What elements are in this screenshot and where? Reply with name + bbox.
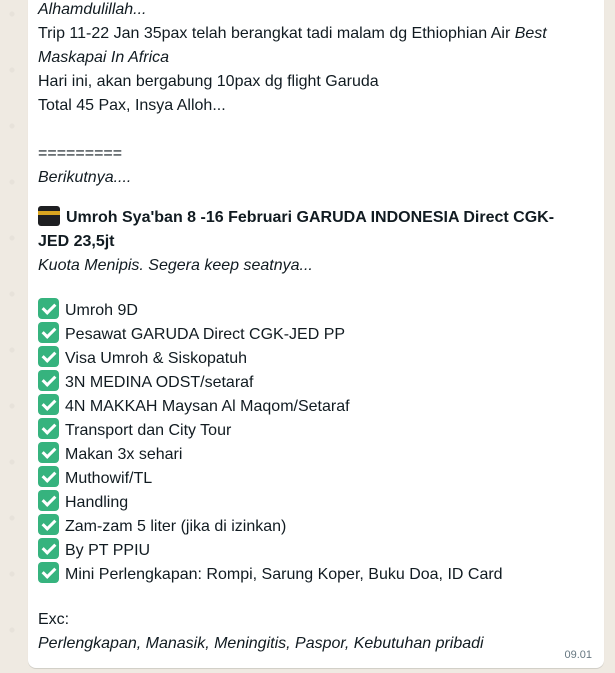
message-line-trip-cont: Maskapai In Africa [38, 49, 170, 66]
package-item-label: Zam-zam 5 liter (jika di izinkan) [65, 518, 287, 535]
package-title-cont: JED 23,5jt [38, 233, 115, 250]
package-title: Umroh Sya'ban 8 -16 Februari GARUDA INDONESIA Direct CGK- [66, 209, 555, 226]
package-item-label: Handling [65, 494, 129, 511]
check-mark-button-icon [38, 490, 59, 511]
package-item-label: Makan 3x sehari [65, 446, 183, 463]
package-item [38, 490, 594, 514]
check-mark-button-icon [38, 514, 59, 535]
check-mark-button-icon [38, 346, 59, 367]
check-mark-button-icon [38, 298, 59, 319]
package-item-label: Muthowif/TL [65, 470, 153, 487]
package-item-label: Visa Umroh & Siskopatuh [65, 350, 248, 367]
package-item [38, 514, 594, 538]
package-item-label: Umroh 9D [65, 302, 138, 319]
check-mark-button-icon [38, 394, 59, 415]
package-subtitle: Kuota Menipis. Segera keep seatnya... [38, 257, 313, 274]
package-item [38, 322, 594, 346]
check-mark-button-icon [38, 418, 59, 439]
package-item [38, 538, 594, 562]
message-separator: ========= [38, 145, 123, 162]
message-bubble[interactable] [28, 0, 604, 668]
package-item [38, 562, 594, 586]
exclusions-label: Exc: [38, 611, 70, 628]
package-item-label: Mini Perlengkapan: Rompi, Sarung Koper, Buku Doa, ID Card [65, 566, 503, 583]
package-item [38, 346, 594, 370]
package-item [38, 418, 594, 442]
check-mark-button-icon [38, 466, 59, 487]
check-mark-button-icon [38, 442, 59, 463]
package-item-label: 3N MEDINA ODST/setaraf [65, 374, 254, 391]
package-item-label: 4N MAKKAH Maysan Al Maqom/Setaraf [65, 398, 350, 415]
package-item-label: By PT PPIU [65, 542, 151, 559]
check-mark-button-icon [38, 538, 59, 559]
check-mark-button-icon [38, 562, 59, 583]
check-mark-button-icon [38, 370, 59, 391]
message-line-join: Hari ini, akan bergabung 10pax dg flight Garuda [38, 73, 379, 90]
package-item [38, 466, 594, 490]
package-title-line [38, 206, 594, 230]
message-timestamp: 09.01 [564, 649, 592, 661]
message-line-next: Berikutnya.... [38, 169, 132, 186]
package-item-label: Transport dan City Tour [65, 422, 232, 439]
message-text: Trip 11-22 Jan 35pax telah berangkat tadi malam dg Ethiophian Air [38, 25, 515, 42]
message-line-greeting: Alhamdulillah... [38, 1, 147, 18]
exclusions-list: Perlengkapan, Manasik, Meningitis, Paspor, Kebutuhan pribadi [38, 635, 484, 652]
package-item-label: Pesawat GARUDA Direct CGK-JED PP [65, 326, 346, 343]
package-item [38, 394, 594, 418]
package-item [38, 442, 594, 466]
message-text-italic: Best [514, 25, 547, 42]
message-line-trip [38, 22, 594, 46]
package-item [38, 370, 594, 394]
check-mark-button-icon [38, 322, 59, 343]
message-line-total: Total 45 Pax, Insya Alloh... [38, 97, 226, 114]
package-item [38, 298, 594, 322]
kaaba-icon [38, 206, 60, 226]
